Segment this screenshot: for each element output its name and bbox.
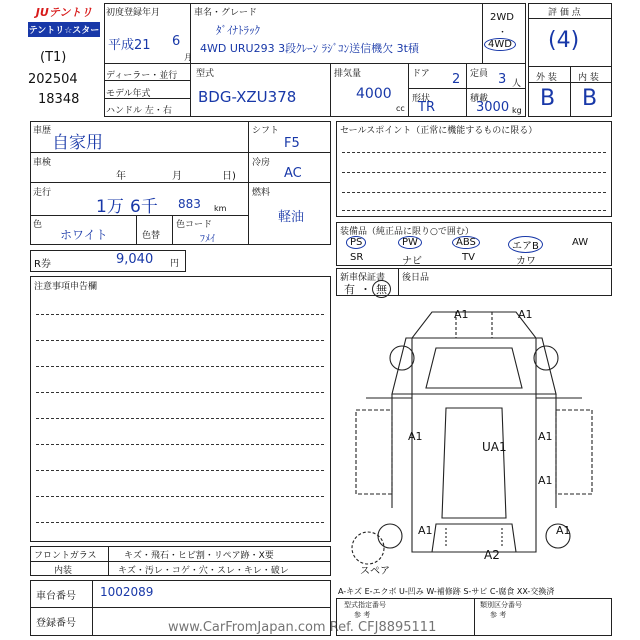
first-reg-era: 平成21: [108, 38, 151, 53]
equip-airbag: エアB: [508, 236, 543, 253]
recycle-label: R券: [34, 259, 51, 270]
equip-abs: ABS: [452, 236, 480, 249]
capacity-value: 3: [498, 72, 507, 87]
car-name-label: 車名・グレード: [194, 8, 258, 18]
later-doc-label: 後日品: [402, 273, 430, 283]
shift-value: F5: [284, 136, 300, 151]
equip-sr: SR: [350, 252, 364, 263]
doors-label: ドア: [412, 69, 430, 79]
warranty-label: 新車保証書: [340, 273, 386, 283]
car-grade: 4WD URU293 3段ｸﾚｰﾝ ﾗｼﾞｺﾝ送信機欠 3t積: [200, 42, 419, 55]
first-reg-label: 初度登録年月: [106, 8, 161, 18]
color-value: ホワイト: [60, 228, 108, 242]
auction-logo: [28, 4, 100, 40]
model-year-label: モデル年式: [106, 89, 151, 99]
lot-number: 18348: [38, 92, 80, 107]
doors-value: 2: [452, 72, 461, 87]
logo-line2: テントリ☆スター: [28, 22, 100, 37]
equip-pw: PW: [398, 236, 422, 249]
ext-grade-label: 外 装: [536, 73, 557, 83]
load-unit: kg: [512, 106, 522, 115]
drive-4wd: 4WD: [484, 38, 516, 51]
handle-label: ハンドル 左・右: [106, 106, 172, 116]
class-code-ref: 参 考: [490, 611, 507, 619]
color-change-label: 色替: [142, 231, 161, 241]
displacement-value: 4000: [356, 86, 392, 102]
mark-left-rear: A1: [418, 524, 433, 537]
mileage-sen: 6千: [130, 197, 158, 217]
mileage-rest: 883: [178, 197, 201, 211]
warranty-dot: ・: [360, 283, 371, 296]
auction-code: (T1): [40, 50, 67, 65]
equip-navi: ナビ: [402, 256, 422, 267]
displacement-label: 排気量: [334, 69, 362, 79]
history-label: 車歴: [33, 126, 52, 136]
grade-label: 評 価 点: [548, 8, 581, 18]
load-label: 積載: [470, 94, 489, 104]
color-code-label: 色コード: [176, 220, 213, 230]
equip-ps: PS: [346, 236, 366, 249]
int-grade: B: [582, 86, 598, 111]
logo-line1: JUテントリ: [35, 6, 93, 19]
damage-diagram: [336, 298, 612, 578]
fuel-value: 軽油: [278, 210, 305, 225]
watermark: www.CarFromJapan.com Ref. CFJ8895111: [168, 620, 437, 635]
recycle-unit: 円: [170, 259, 180, 269]
equip-aw: AW: [572, 237, 589, 248]
model-spec-label: 型式指定番号: [344, 601, 386, 609]
load-value: 3000: [476, 100, 510, 115]
notes-box: [30, 276, 331, 542]
ac-value: AC: [284, 166, 302, 181]
first-reg-month-unit: 月: [184, 53, 192, 62]
first-reg-month: 6: [172, 34, 181, 49]
inspection-year: 年: [116, 171, 126, 182]
history-value: 自家用: [52, 133, 103, 153]
ac-label: 冷房: [252, 158, 271, 168]
model-label: 型式: [196, 69, 215, 79]
front-glass-value: キズ・飛石・ヒビ割・リペア跡・X要: [124, 551, 274, 561]
equipment-label: 装備品（純正品に限り○で囲む）: [340, 227, 474, 237]
model-spec-ref: 参 考: [354, 611, 371, 619]
color-label: 色: [33, 220, 43, 230]
displacement-unit: cc: [396, 104, 405, 113]
drive-dot: ・: [498, 28, 508, 38]
mark-front-right: A1: [518, 308, 533, 321]
shape-value: TR: [418, 100, 435, 115]
mark-left-side: A1: [408, 430, 423, 443]
interior-value: キズ・汚レ・コゲ・穴・スレ・キレ・破レ: [118, 566, 289, 576]
reg-no-label: 登録番号: [36, 618, 76, 629]
drive-2wd: 2WD: [490, 12, 514, 23]
sales-points-label: セールスポイント（正常に機能するものに限る）: [340, 126, 538, 136]
inspection-month: 月: [172, 171, 182, 182]
recycle-value: 9,040: [116, 252, 154, 267]
warranty-no: 無: [372, 280, 391, 298]
fuel-label: 燃料: [252, 188, 271, 198]
grade-value: (4): [548, 28, 580, 53]
equip-tv: TV: [462, 252, 475, 263]
color-code: ﾌﾒｲ: [200, 234, 215, 245]
inspection-label: 車検: [33, 158, 52, 168]
notes-label: 注意事項申告欄: [34, 282, 98, 292]
damage-legend: A-キズ E-エクボ U-凹み W-補修跡 S-サビ C-腐食 XX-交換済: [338, 587, 555, 596]
model-value: BDG-XZU378: [198, 88, 297, 106]
mileage-label: 走行: [33, 188, 52, 198]
equip-leather: カワ: [516, 256, 536, 267]
mark-right-rear: A1: [538, 474, 553, 487]
mark-front-left: A1: [454, 308, 469, 321]
mileage-unit: km: [214, 204, 227, 213]
inspection-day: 日): [222, 171, 236, 182]
spare-label: スペア: [360, 566, 390, 577]
header-grid: [104, 3, 526, 117]
mark-right-side: A1: [538, 430, 553, 443]
interior-label: 内装: [54, 566, 73, 576]
ext-grade: B: [540, 86, 556, 111]
chassis-label: 車台番号: [36, 591, 76, 602]
mark-roof: UA1: [482, 440, 507, 454]
class-code-label: 類別区分番号: [480, 601, 522, 609]
capacity-label: 定員: [470, 69, 489, 79]
shape-label: 形状: [412, 94, 431, 104]
front-glass-label: フロントガラス: [34, 551, 97, 561]
lot-date: 202504: [28, 72, 78, 87]
dealer-label: ディーラー・並行: [106, 71, 178, 81]
mark-rear-bumper: A2: [484, 548, 500, 562]
shift-label: シフト: [252, 126, 280, 136]
car-name: ﾀﾞｲﾅﾄﾗｯｸ: [216, 24, 260, 37]
int-grade-label: 内 装: [578, 73, 599, 83]
mark-right-lower: A1: [556, 524, 571, 537]
mileage-man: 1万: [96, 197, 124, 217]
chassis-value: 1002089: [100, 585, 154, 599]
capacity-unit: 人: [512, 79, 522, 89]
recycle-box: [30, 250, 186, 272]
warranty-yes: 有: [344, 283, 355, 296]
